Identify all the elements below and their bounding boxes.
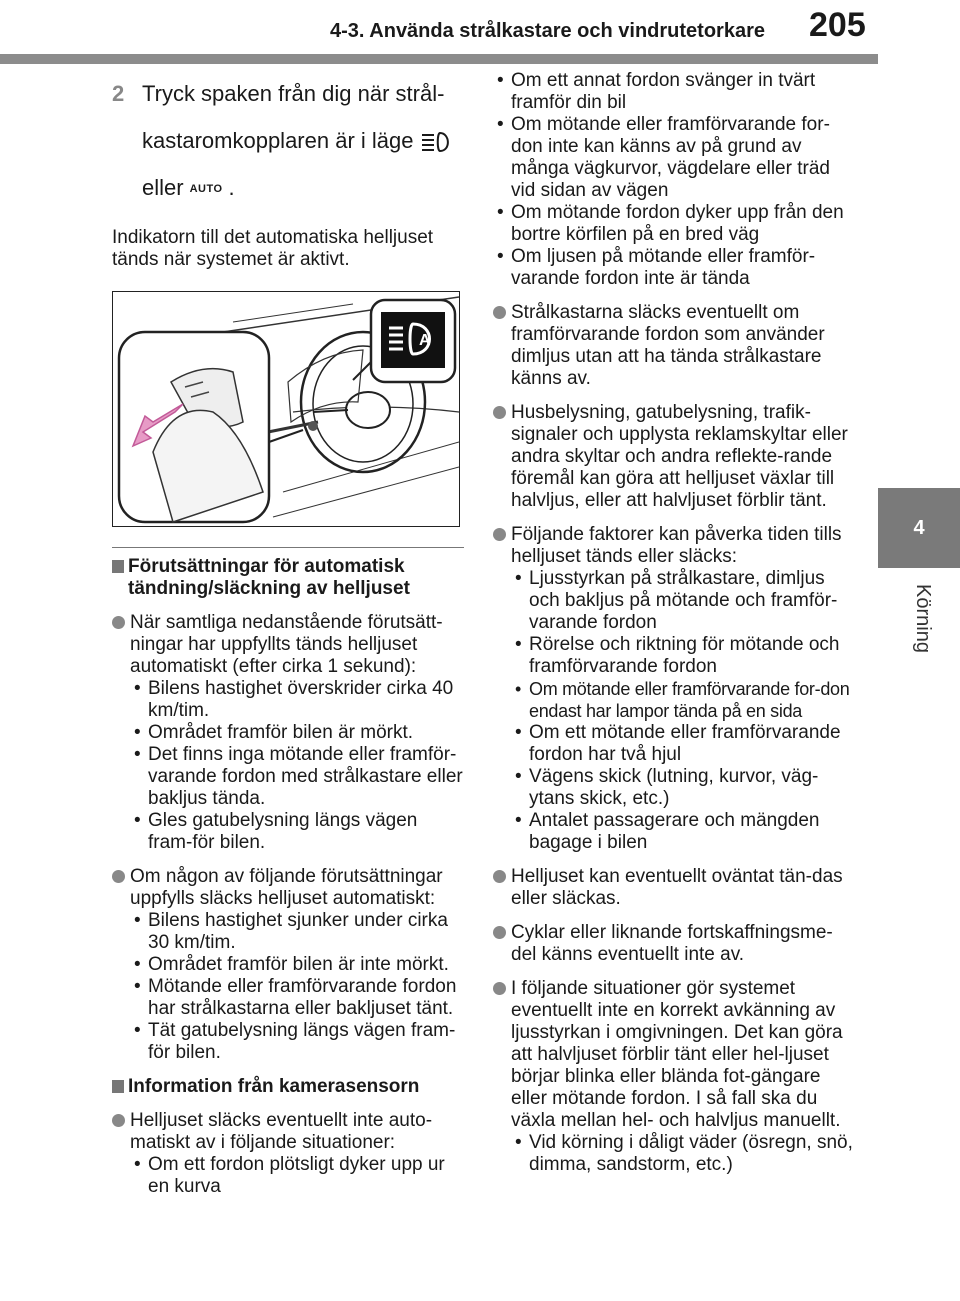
heading-square-icon [112, 1080, 124, 1093]
bullet-text: Helljuset släcks eventuellt inte auto-matiskt av i följande situationer: [130, 1109, 433, 1153]
bullet-text: Cyklar eller liknande fortskaffningsme-del känns eventuellt inte av. [511, 922, 833, 965]
list-item: • Antalet passagerare och mängden bagage i bilen [511, 810, 853, 854]
step-2 [112, 70, 464, 213]
bullet-text: När samtliga nedanstående förutsätt-ningar har uppfyllts tänds helljuset automatiskt (efter cirka 1 sekund): [130, 611, 443, 677]
chapter-label-text: Körning [911, 583, 934, 653]
header-rule [0, 54, 878, 64]
bullet-dot-icon [112, 616, 125, 629]
figure-divider [112, 547, 464, 548]
heading-square-icon [112, 560, 124, 573]
list-item: • Vägens skick (lutning, kurvor, väg-ytans skick, etc.) [511, 766, 853, 810]
step-line-3 [142, 164, 464, 213]
bullet-detection-issues [493, 978, 853, 1176]
svg-text:A: A [419, 331, 431, 349]
bullet-unexpected [493, 866, 853, 910]
auto-icon: AUTO [189, 182, 223, 195]
chapter-label [882, 578, 960, 658]
bullet-dot-icon [493, 870, 506, 883]
bullet-dot-icon [493, 406, 506, 419]
list-item: • Om ett annat fordon svänger in tvärt framför din bil [493, 70, 853, 114]
bullet-dot-icon [493, 982, 506, 995]
bullet-dot-icon [112, 870, 125, 883]
bullet-dot-icon [493, 306, 506, 319]
list-item: • Om ett fordon plötsligt dyker upp ur en kurva [130, 1154, 464, 1198]
list-item: • Mötande eller framförvarande fordon har strålkastarna eller bakljuset tänt. [130, 976, 464, 1020]
bullet-reflective-objects [493, 402, 853, 512]
list-item: • Om ljusen på mötande eller framför-varande fordon inte är tända [493, 246, 853, 290]
right-column [493, 70, 853, 1176]
heading-text: Information från kamerasensorn [128, 1075, 420, 1097]
bullet-dot-icon [493, 528, 506, 541]
list-item: • Bilens hastighet sjunker under cirka 30 km/tim. [130, 910, 464, 954]
illustration-drawing [113, 292, 459, 526]
list-item: • Ljusstyrkan på strålkastare, dimljus och bakljus på mötande och framför-varande fordon [511, 568, 853, 634]
list-item: • Tät gatubelysning längs vägen fram-för bilen. [130, 1020, 464, 1064]
bullet-text: Följande faktorer kan påverka tiden tills helljuset tänds eller släcks: [511, 524, 842, 567]
list-item: • Gles gatubelysning längs vägen fram-för bilen. [130, 810, 464, 854]
bullet-text: I följande situationer gör systemet eventuellt inte en korrekt avkänning av ljusstyrkan i omgivningen. Det kan göra att halvljuset förblir tänt eller hel-ljuset börjar blinka eller blända fot-gängare eller mötande fordon. I så fall ska du växla mellan hel- och halvljus manuellt. [511, 978, 843, 1131]
heading-text: Förutsättningar för automatisk tändning/släckning av helljuset [128, 555, 410, 599]
step-line-1: Tryck spaken från dig när strål- [142, 81, 445, 106]
chapter-tab: 4 [878, 488, 960, 568]
list-item: • Om mötande fordon dyker upp från den bortre körfilen på en bred väg [493, 202, 853, 246]
bullet-fog-lights [493, 302, 853, 390]
list-item: • Vid körning i dåligt väder (ösregn, snö, dimma, sandstorm, etc.) [511, 1132, 853, 1176]
list-item: • Området framför bilen är inte mörkt. [130, 954, 464, 976]
step-number: 2 [112, 81, 125, 106]
page-number: 205 [809, 6, 866, 44]
bullet-dot-icon [493, 926, 506, 939]
bullet-text: Helljuset kan eventuellt oväntat tän-das eller släckas. [511, 866, 843, 909]
bullet-text: Om någon av följande förutsättningar uppfylls släcks helljuset automatiskt: [130, 865, 443, 909]
step-line-3-pre: eller [142, 175, 184, 200]
heading-conditions [112, 556, 464, 600]
bullet-timing-factors [493, 524, 853, 854]
step-line-2-text: kastaromkopplaren är i läge [142, 128, 414, 153]
list-item: • Om mötande eller framförvarande for-don endast har lampor tända på en sida [511, 678, 853, 722]
headlight-high-beam-icon [420, 131, 454, 153]
list-item: • Rörelse och riktning för mötande och framförvarande fordon [511, 634, 853, 678]
list-item: • Området framför bilen är mörkt. [130, 722, 464, 744]
list-item: • Bilens hastighet överskrider cirka 40 km/tim. [130, 678, 464, 722]
step-line-2 [142, 117, 464, 164]
list-item: • Om ett mötande eller framförvarande fordon har två hjul [511, 722, 853, 766]
bullet-off-conditions [112, 866, 464, 1064]
step-line-3-post: . [228, 175, 235, 200]
list-item: • Det finns inga mötande eller framför-varande fordon med strålkastare eller bakljus tända. [130, 744, 464, 810]
bullet-on-conditions [112, 612, 464, 854]
list-item: • Om mötande eller framförvarande for-don inte kan känns av på grund av många vägkurvor, vägdelare eller träd vid sidan av vägen [493, 114, 853, 202]
bullet-text: Husbelysning, gatubelysning, trafik-signaler och upplysta reklamskyltar eller andra skyltar och andra reflekte-rande föremål kan göra att helljuset växlar till halvljus, eller att halvljuset förblir tänt. [511, 402, 848, 511]
continued-list [493, 70, 853, 290]
bullet-camera-situations [112, 1110, 464, 1198]
intro-paragraph: Indikatorn till det automatiska helljuset tänds när systemet är aktivt. [112, 226, 434, 270]
section-title: 4-3. Använda strålkastare och vindrutetorkare [330, 20, 765, 42]
illustration-steering-lever [112, 291, 460, 527]
bullet-dot-icon [112, 1114, 125, 1127]
bullet-text: Strålkastarna släcks eventuellt om framförvarande fordon som använder dimljus utan att ha tända strålkastare känns av. [511, 302, 825, 389]
heading-camera-sensor [112, 1076, 464, 1098]
left-column [112, 70, 464, 1198]
bullet-bicycles [493, 922, 853, 966]
